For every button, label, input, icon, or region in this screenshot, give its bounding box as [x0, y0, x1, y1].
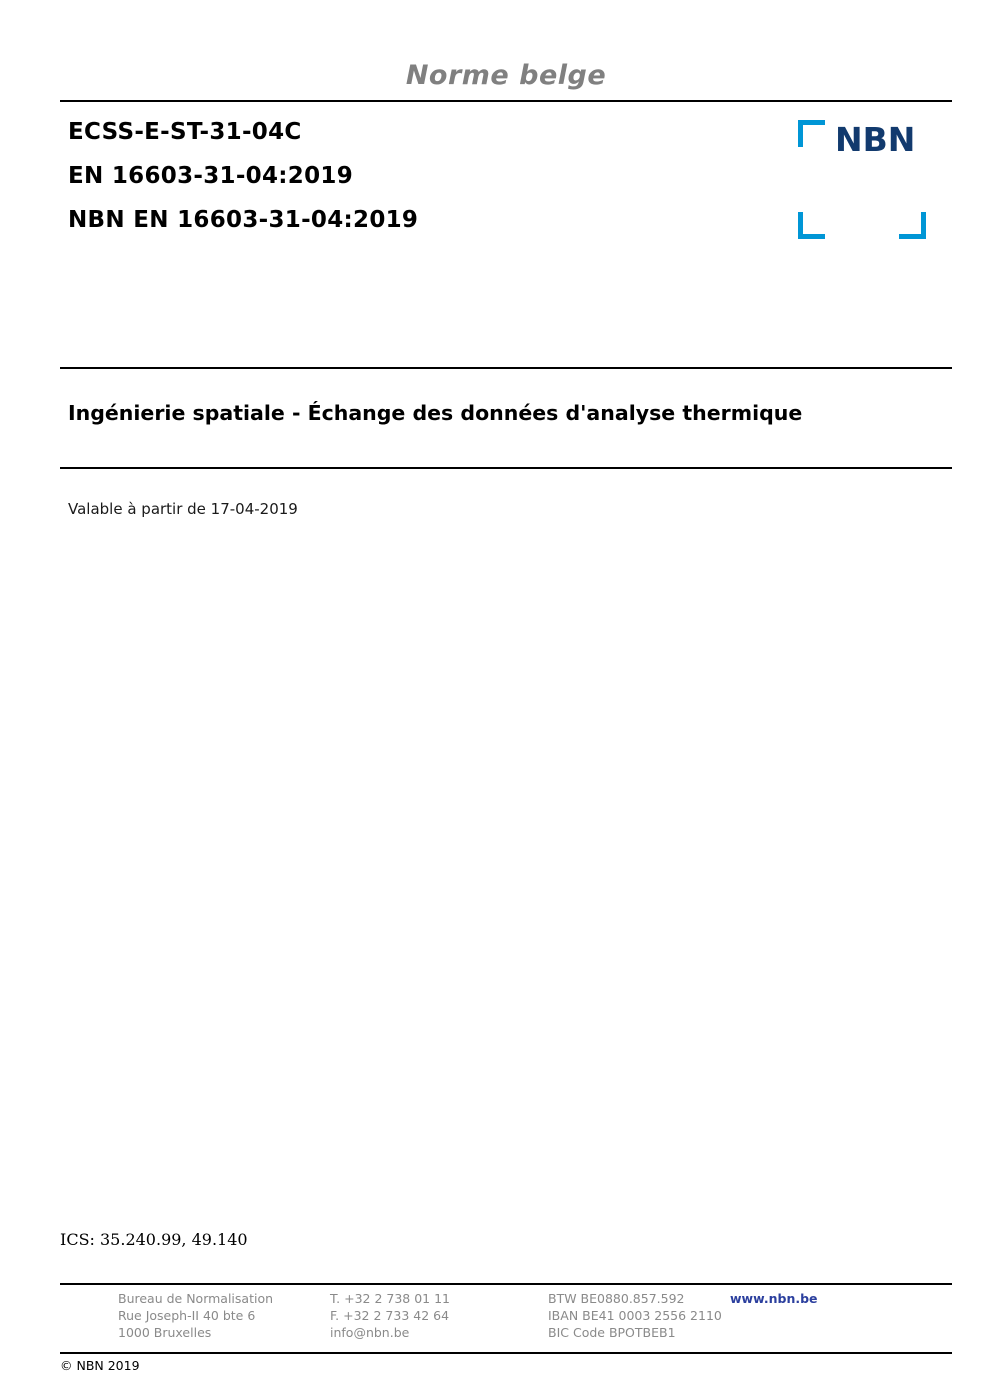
divider-footer	[60, 1283, 952, 1285]
document-title: Ingénierie spatiale - Échange des données d'analyse thermique	[68, 401, 803, 425]
footer-fax: F. +32 2 733 42 64	[330, 1308, 450, 1323]
footer-website-link[interactable]: www.nbn.be	[730, 1291, 818, 1306]
validity-date: Valable à partir de 17-04-2019	[68, 500, 298, 518]
footer-address-line1: Bureau de Normalisation	[118, 1291, 274, 1306]
footer-address-line3: 1000 Bruxelles	[118, 1325, 212, 1340]
divider-bottom	[60, 1352, 952, 1354]
footer-iban: IBAN BE41 0003 2556 2110	[548, 1308, 722, 1323]
logo-corner-top-left-icon	[798, 120, 825, 147]
divider-below-title	[60, 467, 952, 469]
logo-corner-bottom-right-icon	[899, 212, 926, 239]
logo-corner-bottom-left-icon	[798, 212, 825, 239]
standard-reference-ecss: ECSS-E-ST-31-04C	[68, 119, 302, 145]
footer-bic: BIC Code BPOTBEB1	[548, 1325, 676, 1340]
standard-reference-en: EN 16603-31-04:2019	[68, 163, 354, 189]
footer-address-line2: Rue Joseph-II 40 bte 6	[118, 1308, 256, 1323]
page-banner-title: Norme belge	[405, 60, 607, 91]
nbn-logo	[795, 112, 935, 252]
footer-website-column	[730, 1290, 930, 1307]
logo-text: NBN	[835, 120, 916, 159]
standard-reference-list	[68, 110, 588, 242]
footer-phone: T. +32 2 738 01 11	[330, 1291, 450, 1306]
divider-above-title	[60, 367, 952, 369]
standard-reference-nbn: NBN EN 16603-31-04:2019	[68, 207, 419, 233]
footer-contact	[330, 1290, 530, 1341]
copyright-notice: © NBN 2019	[60, 1358, 140, 1373]
footer-email[interactable]: info@nbn.be	[330, 1325, 410, 1340]
footer-vat: BTW BE0880.857.592	[548, 1291, 685, 1306]
footer-address	[118, 1290, 328, 1341]
divider-top	[60, 100, 952, 102]
ics-codes: ICS: 35.240.99, 49.140	[60, 1230, 248, 1249]
